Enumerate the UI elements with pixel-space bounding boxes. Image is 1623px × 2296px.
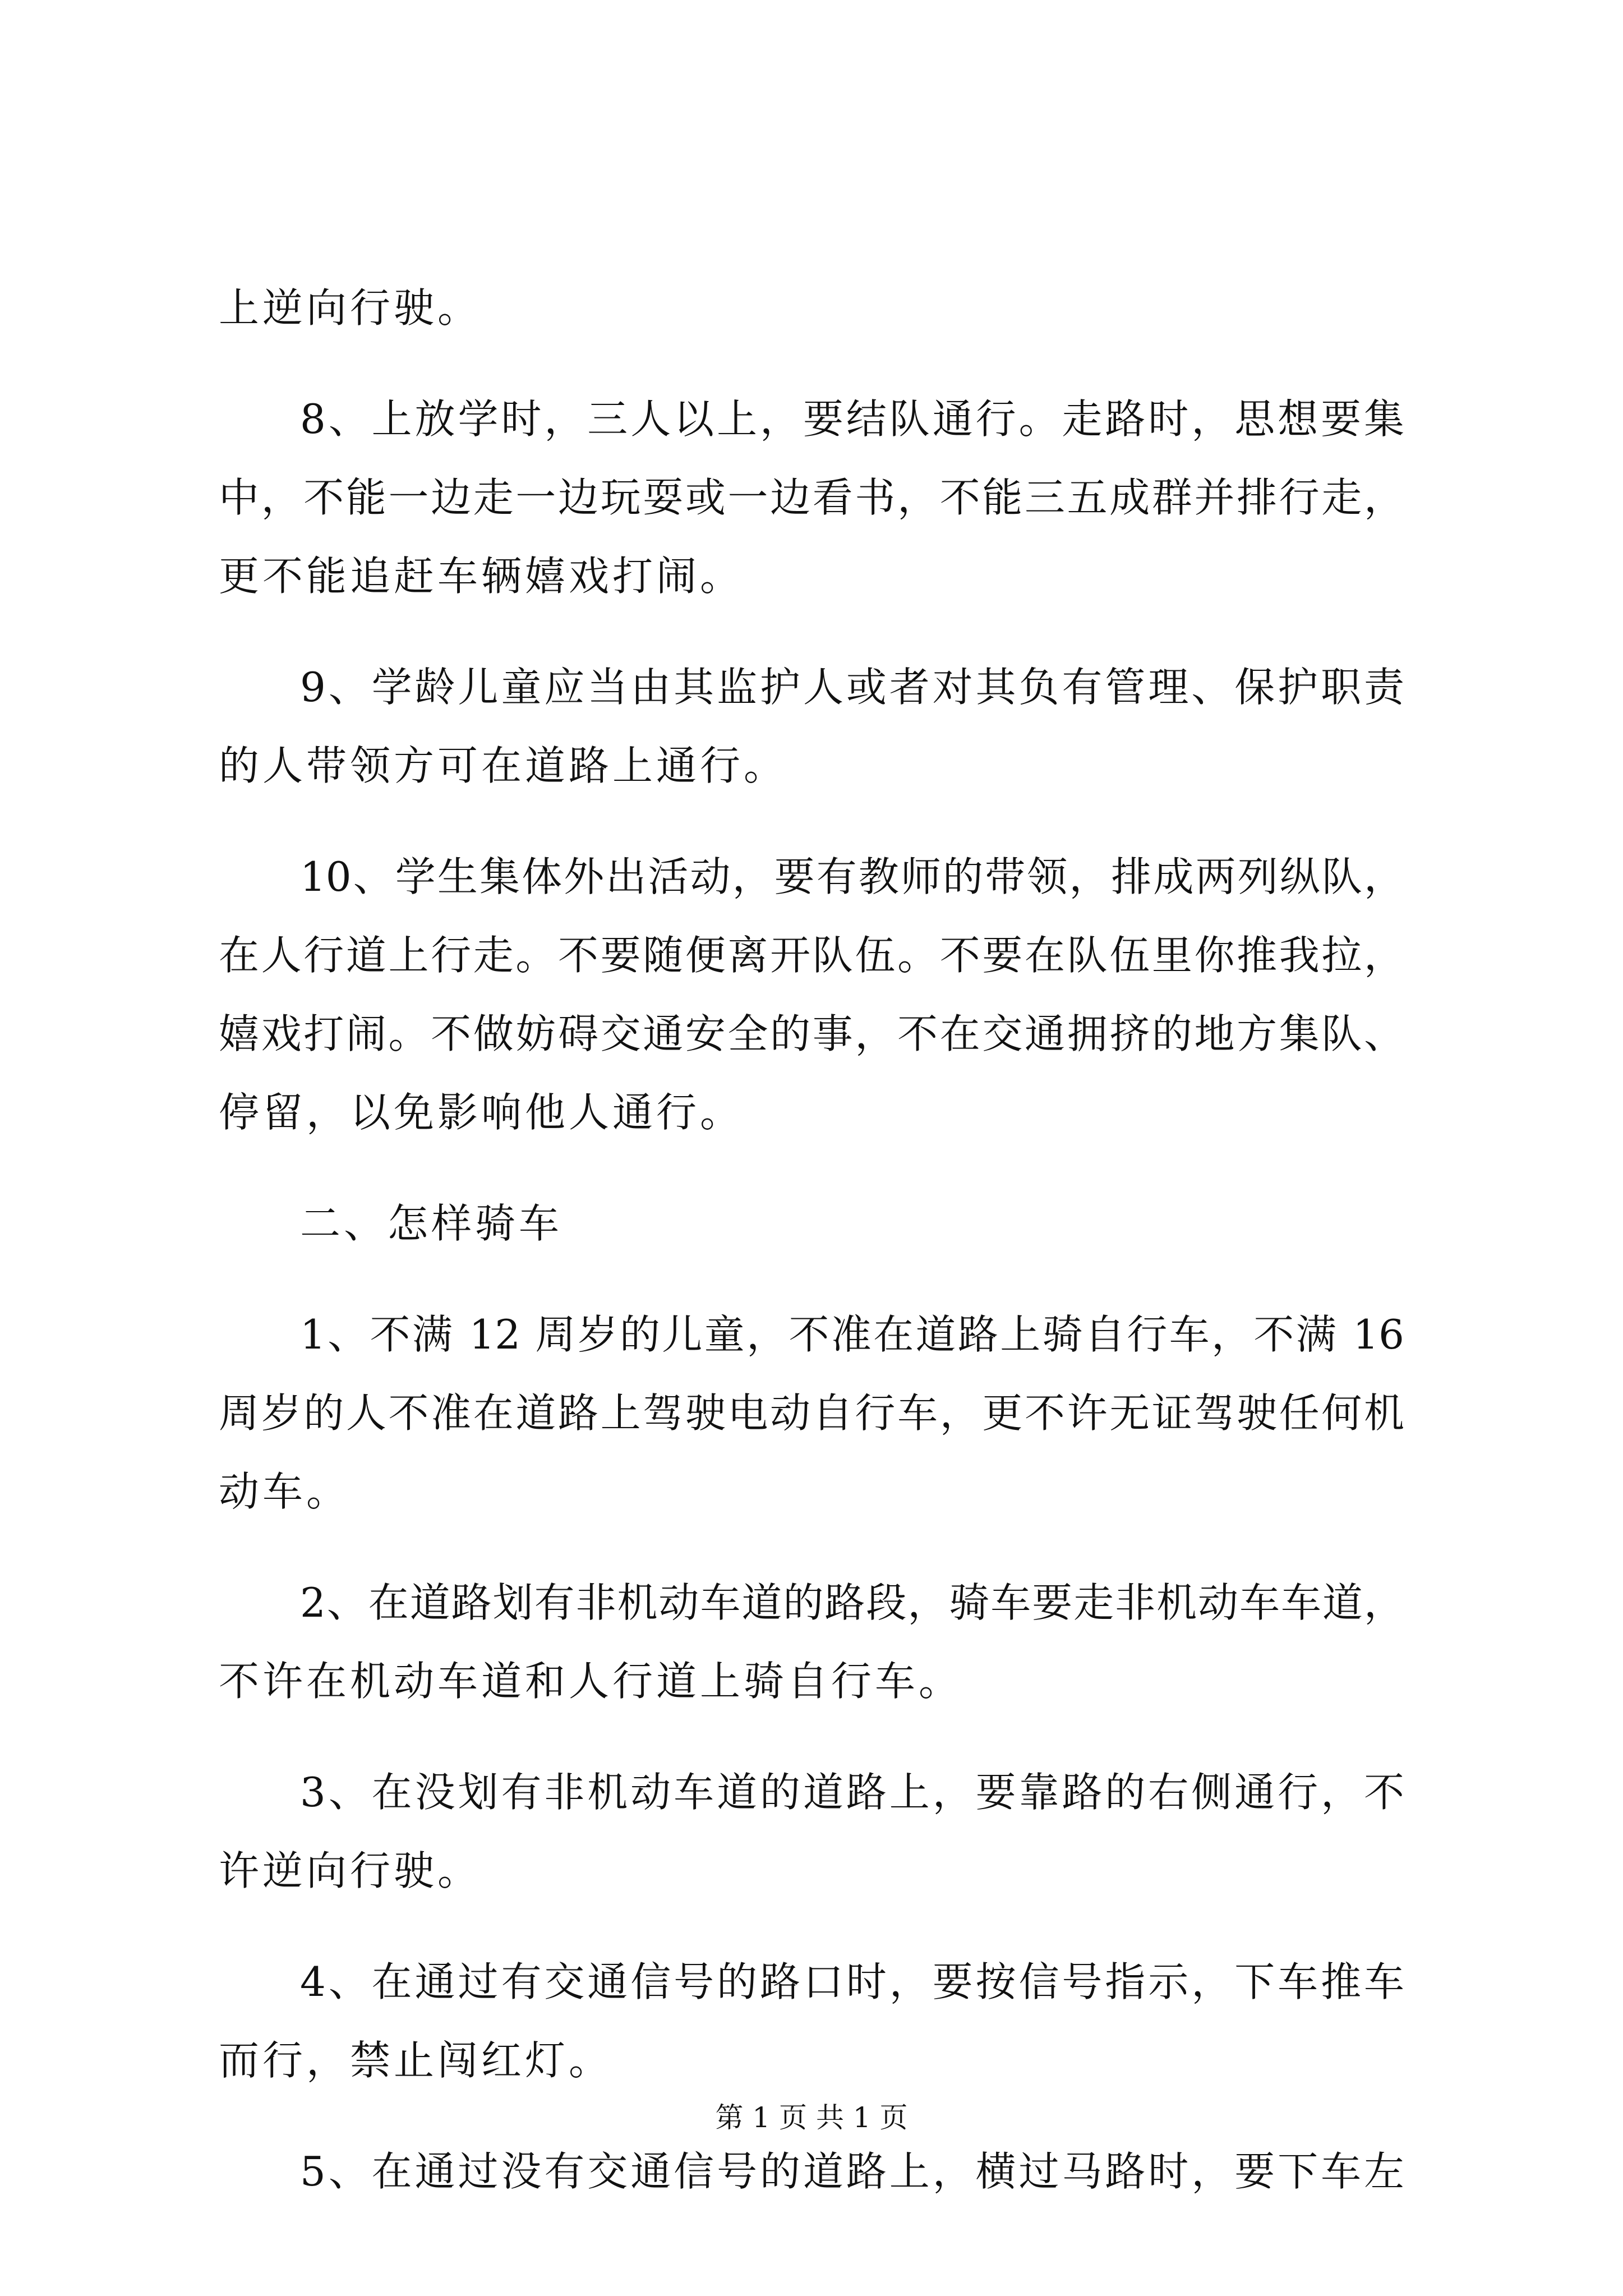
- text-line: 动车。: [219, 1468, 351, 1515]
- text-line: 2、在道路划有非机动车道的路段，骑车要走非机动车车道，: [300, 1579, 1404, 1626]
- page-footer: 第 1 页 共 1 页: [715, 2101, 908, 2134]
- text-line: 3、在没划有非机动车道的道路上，要靠路的右侧通行，不: [300, 1769, 1404, 1816]
- text-line: 不许在机动车道和人行道上骑自行车。: [219, 1658, 963, 1705]
- text-line: 停留，以免影响他人通行。: [219, 1089, 744, 1136]
- text-line: 4、在通过有交通信号的路口时，要按信号指示，下车推车: [300, 1958, 1404, 2005]
- text-line: 5、在通过没有交通信号的道路上，横过马路时，要下车左: [300, 2148, 1404, 2195]
- text-line: 嬉戏打闹。不做妨碍交通安全的事，不在交通拥挤的地方集队、: [219, 1010, 1404, 1057]
- section-heading: 二、怎样骑车: [300, 1200, 563, 1247]
- text-line: 10、学生集体外出活动，要有教师的带领，排成两列纵队，: [300, 853, 1404, 900]
- text-line: 周岁的人不准在道路上驾驶电动自行车，更不许无证驾驶任何机: [219, 1389, 1404, 1437]
- text-line: 在人行道上行走。不要随便离开队伍。不要在队伍里你推我拉，: [219, 932, 1404, 979]
- text-line: 许逆向行驶。: [219, 1847, 482, 1894]
- text-line: 8、上放学时，三人以上，要结队通行。走路时，思想要集: [300, 395, 1404, 443]
- text-line: 上逆向行驶。: [219, 284, 482, 332]
- text-line: 中，不能一边走一边玩耍或一边看书，不能三五成群并排行走，: [219, 474, 1404, 521]
- text-line: 而行，禁止闯红灯。: [219, 2037, 613, 2084]
- text-line: 更不能追赶车辆嬉戏打闹。: [219, 553, 744, 600]
- text-line: 9、学龄儿童应当由其监护人或者对其负有管理、保护职责: [300, 664, 1404, 711]
- text-line: 1、不满 12 周岁的儿童，不准在道路上骑自行车，不满 16: [300, 1311, 1404, 1358]
- text-line: 的人带领方可在道路上通行。: [219, 742, 788, 789]
